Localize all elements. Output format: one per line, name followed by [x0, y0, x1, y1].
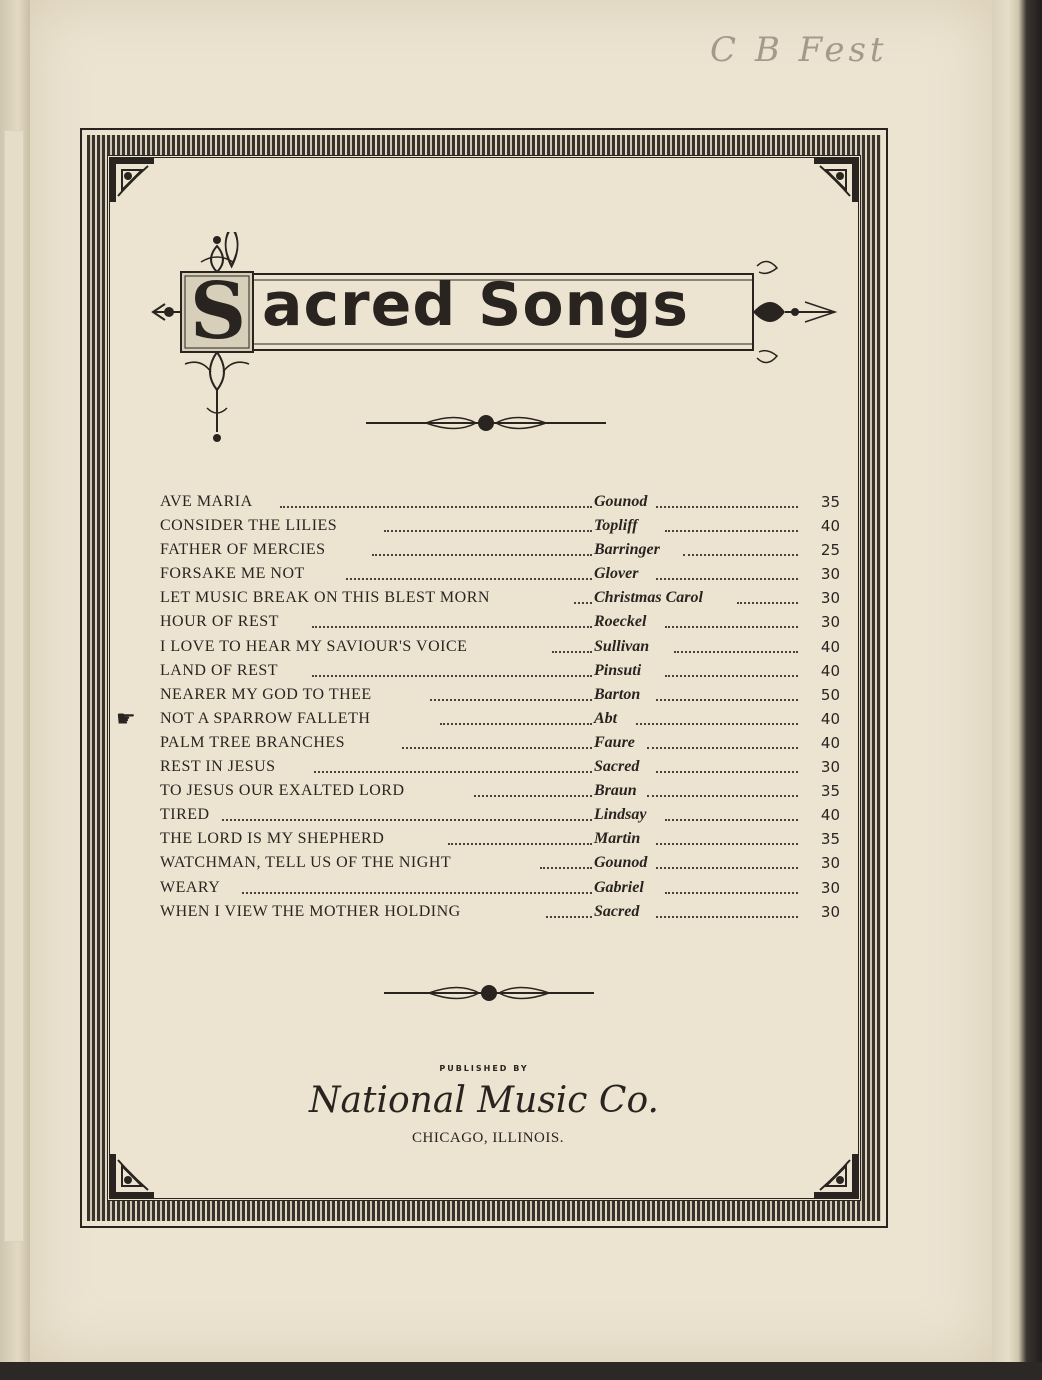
song-price: 40	[820, 661, 840, 680]
song-row	[160, 779, 850, 803]
song-composer: Sacred	[594, 900, 641, 924]
dot-leader	[656, 916, 798, 918]
song-price: 30	[820, 613, 840, 632]
song-price: 40	[820, 517, 840, 536]
song-price: 40	[820, 637, 840, 656]
song-row	[160, 803, 850, 827]
dot-leader	[312, 675, 592, 677]
song-composer: Roeckel	[594, 610, 648, 634]
song-title: NOT A SPARROW FALLETH	[160, 707, 372, 731]
song-row	[160, 659, 850, 683]
dot-leader	[656, 699, 798, 701]
song-row	[160, 827, 850, 851]
dot-leader	[656, 771, 798, 773]
song-title: WHEN I VIEW THE MOTHER HOLDING	[160, 900, 463, 924]
dot-leader	[683, 554, 798, 556]
song-title: PALM TREE BRANCHES	[160, 731, 347, 755]
song-composer: Abt	[594, 707, 619, 731]
song-title: TIRED	[160, 803, 212, 827]
publisher-city: CHICAGO, ILLINOIS.	[412, 1130, 564, 1146]
song-composer: Braun	[594, 779, 639, 803]
publisher-name: National Music Co.	[309, 1080, 659, 1121]
song-price: 25	[820, 541, 840, 560]
upper-divider-ornament-icon	[366, 410, 606, 436]
lower-divider-ornament-icon	[384, 980, 594, 1006]
dot-leader	[346, 578, 592, 580]
dot-leader	[656, 843, 798, 845]
dot-leader	[665, 626, 798, 628]
dot-leader	[647, 795, 798, 797]
dot-leader	[665, 892, 798, 894]
song-composer: Lindsay	[594, 803, 648, 827]
song-composer: Gounod	[594, 851, 649, 875]
dot-leader	[647, 747, 798, 749]
corner-ornament-top-left-icon	[108, 156, 156, 204]
book-right-edge	[990, 0, 1042, 1380]
song-row	[160, 635, 850, 659]
song-composer: Sacred	[594, 755, 641, 779]
dot-leader	[402, 747, 592, 749]
dot-leader	[540, 867, 592, 869]
song-title: FORSAKE ME NOT	[160, 562, 307, 586]
dot-leader	[242, 892, 592, 894]
song-row	[160, 538, 850, 562]
song-price: 30	[820, 902, 840, 921]
dot-leader	[440, 723, 592, 725]
song-title: CONSIDER THE LILIES	[160, 514, 339, 538]
dot-leader	[280, 506, 592, 508]
scan-bottom-edge	[0, 1362, 1042, 1380]
song-price: 40	[820, 709, 840, 728]
pointing-hand-icon: ☛	[116, 705, 136, 731]
corner-ornament-top-right-icon	[812, 156, 860, 204]
song-title: HOUR OF REST	[160, 610, 281, 634]
song-list	[116, 490, 850, 924]
dot-leader	[372, 554, 592, 556]
song-price: 35	[820, 782, 840, 801]
song-row	[160, 900, 850, 924]
song-row	[160, 490, 850, 514]
dot-leader	[222, 819, 592, 821]
song-composer: Martin	[594, 827, 642, 851]
song-title: TO JESUS OUR EXALTED LORD	[160, 779, 407, 803]
book-left-page-edge	[0, 0, 31, 1380]
song-title: WATCHMAN, TELL US OF THE NIGHT	[160, 851, 453, 875]
dot-leader	[574, 602, 592, 604]
song-row	[160, 755, 850, 779]
dot-leader	[656, 506, 798, 508]
song-price: 35	[820, 493, 840, 511]
dot-leader	[737, 602, 798, 604]
song-row	[160, 610, 850, 634]
song-composer: Gounod	[594, 490, 649, 514]
song-row	[160, 562, 850, 586]
song-composer: Barringer	[594, 538, 662, 562]
song-row	[160, 731, 850, 755]
song-price: 40	[820, 733, 840, 752]
song-price: 30	[820, 758, 840, 777]
song-title: LAND OF REST	[160, 659, 280, 683]
song-price: 30	[820, 854, 840, 873]
published-by-label: PUBLISHED BY	[439, 1064, 529, 1073]
song-price: 30	[820, 565, 840, 584]
song-composer: Sullivan	[594, 635, 651, 659]
dot-leader	[448, 843, 592, 845]
song-composer: Barton	[594, 683, 642, 707]
song-composer: Christmas Carol	[594, 586, 705, 610]
song-composer: Pinsuti	[594, 659, 643, 683]
song-title: WEARY	[160, 876, 222, 900]
song-title: AVE MARIA	[160, 490, 255, 514]
dot-leader	[665, 675, 798, 677]
song-title: FATHER OF MERCIES	[160, 538, 328, 562]
dot-leader	[552, 651, 592, 653]
dot-leader	[656, 867, 798, 869]
dot-leader	[665, 530, 798, 532]
dot-leader	[674, 651, 798, 653]
song-price: 30	[820, 589, 840, 608]
song-price: 35	[820, 830, 840, 849]
song-title: REST IN JESUS	[160, 755, 278, 779]
song-composer: Faure	[594, 731, 637, 755]
dot-leader	[546, 916, 592, 918]
song-composer: Gabriel	[594, 876, 646, 900]
song-title: THE LORD IS MY SHEPHERD	[160, 827, 386, 851]
song-title: LET MUSIC BREAK ON THIS BLEST MORN	[160, 586, 492, 610]
dot-leader	[636, 723, 798, 725]
dot-leader	[384, 530, 592, 532]
song-composer: Glover	[594, 562, 640, 586]
song-title: NEARER MY GOD TO THEE	[160, 683, 374, 707]
dot-leader	[430, 699, 592, 701]
song-row	[160, 586, 850, 610]
page-title: acred Songs	[262, 270, 689, 340]
dot-leader	[314, 771, 592, 773]
title-initial-letter: S	[189, 266, 247, 357]
dot-leader	[474, 795, 592, 797]
song-title: I LOVE TO HEAR MY SAVIOUR'S VOICE	[160, 635, 469, 659]
song-row	[160, 683, 850, 707]
corner-ornament-bottom-left-icon	[108, 1152, 156, 1200]
song-row	[116, 705, 850, 731]
song-row	[160, 514, 850, 538]
song-price: 30	[820, 878, 840, 897]
dot-leader	[656, 578, 798, 580]
song-price: 40	[820, 806, 840, 825]
song-row	[160, 876, 850, 900]
handwritten-note: C B Fest	[710, 30, 888, 70]
song-row	[160, 851, 850, 875]
left-page-inner	[4, 130, 24, 1242]
dot-leader	[665, 819, 798, 821]
song-price: 50	[820, 685, 840, 704]
song-composer: Topliff	[594, 514, 640, 538]
dot-leader	[312, 626, 592, 628]
corner-ornament-bottom-right-icon	[812, 1152, 860, 1200]
